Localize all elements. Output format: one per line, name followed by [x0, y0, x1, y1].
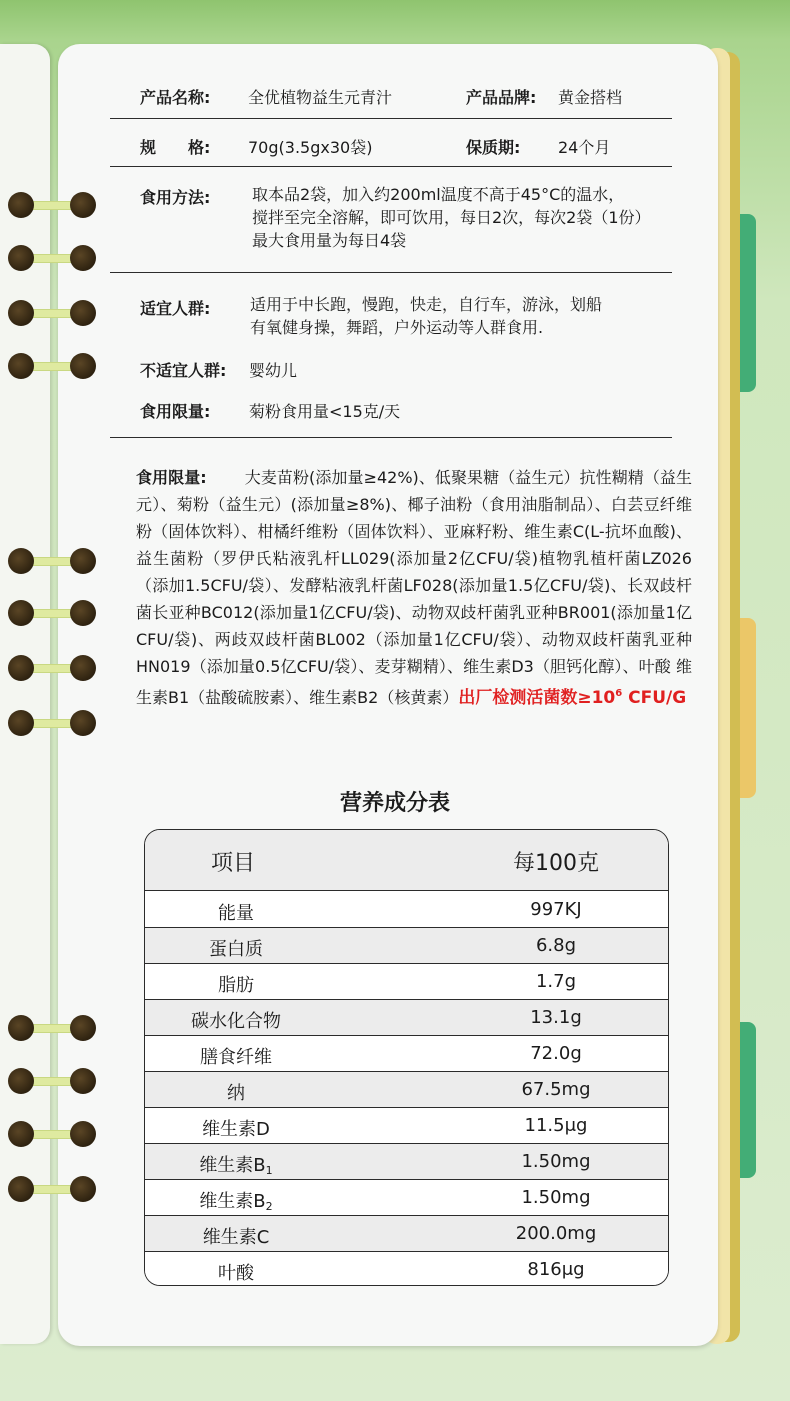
binder-ring	[8, 1176, 96, 1202]
binder-ring	[8, 1068, 96, 1094]
nutrient-name: 能量	[218, 903, 254, 924]
nutrition-table-title: 营养成分表	[339, 791, 450, 816]
divider-line	[110, 166, 672, 167]
nutrition-row	[145, 928, 669, 964]
divider-line	[110, 118, 672, 119]
binder-ring	[8, 353, 96, 379]
usage-label: 食用方法:	[140, 188, 211, 207]
nutrient-value: 13.1g	[530, 1007, 582, 1028]
highlight-prefix: 出厂检测活菌数≥10	[458, 688, 616, 708]
nutrient-name: 膳食纤维	[200, 1047, 272, 1068]
suitable-group-label: 适宜人群:	[140, 299, 211, 318]
nutrient-name: 碳水化合物	[191, 1011, 281, 1032]
nutrient-subscript: 2	[265, 1200, 273, 1213]
ingredients-text: 大麦苗粉(添加量≥42%)、低聚果糖（益生元）抗性糊精（益生元）、菊粉（益生元）(添加量≥8%)、椰子油粉（食用油脂制品）、白芸豆纤维粉（固体饮料）、柑橘纤维粉（固体饮料）、亚麻籽粉、维生素C(L-抗坏血酸)、益生菌粉（罗伊氏粘液乳杆LL029(添加量2亿CFU/袋)植物乳植杆菌LZ026（添加1.5CFU/袋）、发酵粘液乳杆菌LF028(添加量1.5亿CFU/袋)、长双歧杆菌长亚种BC012(添加量1亿CFU/袋)、动物双歧杆菌乳亚种BR001(添加量1亿CFU/袋)、两歧双歧杆菌BL002（添加量1亿CFU/袋）、动物双歧杆菌乳亚种HN019（添加量0.5亿CFU/袋）、麦芽糊精）、维生素D3（胆钙化醇）、叶酸 维生素B1（盐酸硫胺素）、维生素B2（核黄素）	[136, 468, 692, 707]
nutrient-name: 脂肪	[218, 975, 254, 996]
suitable-line: 适用于中长跑，慢跑，快走，自行车，游泳，划船	[250, 295, 603, 314]
suitable-group-text	[250, 293, 680, 339]
nutrition-row	[145, 892, 669, 928]
unsuitable-group-value: 婴幼儿	[249, 361, 298, 380]
binder-ring	[8, 600, 96, 626]
ingredients-paragraph	[136, 464, 692, 712]
shelf-life-value: 24个月	[558, 138, 611, 157]
nutrient-name: 纳	[227, 1083, 245, 1104]
nutrition-row	[145, 1072, 669, 1108]
nutrient-value: 1.7g	[535, 971, 577, 992]
product-name-value: 全优植物益生元青汁	[248, 88, 393, 107]
binder-ring	[8, 300, 96, 326]
nutrient-name: 叶酸	[218, 1263, 254, 1284]
product-brand-value: 黄金搭档	[558, 88, 623, 107]
nutrient-value: 72.0g	[530, 1043, 582, 1064]
header-per-100g: 每100克	[513, 851, 599, 876]
product-brand-label: 产品品牌:	[466, 88, 537, 107]
product-name-label: 产品名称:	[140, 88, 211, 107]
binder-ring	[8, 548, 96, 574]
nutrient-value: 997KJ	[530, 899, 582, 920]
shelf-life-label: 保质期:	[466, 138, 521, 157]
binder-ring	[8, 1015, 96, 1041]
nutrition-row	[145, 1216, 669, 1252]
nutrient-name: 蛋白质	[209, 939, 263, 960]
nutrient-value: 816μg	[527, 1259, 585, 1280]
highlight-suffix: CFU/G	[622, 688, 687, 708]
nutrient-value: 200.0mg	[515, 1223, 597, 1244]
header-item: 项目	[211, 851, 256, 876]
live-bacteria-highlight	[458, 688, 686, 708]
nutrient-subscript: 1	[265, 1164, 273, 1177]
nutrition-row	[145, 1108, 669, 1144]
nutrition-row	[145, 1036, 669, 1072]
highlight-exponent: 6	[615, 688, 623, 699]
nutrient-value: 11.5μg	[524, 1115, 588, 1136]
binder-ring	[8, 192, 96, 218]
intake-limit-value: 菊粉食用量<15克/天	[249, 402, 401, 421]
binder-ring	[8, 1121, 96, 1147]
binder-ring	[8, 245, 96, 271]
nutrition-row	[145, 1180, 669, 1216]
unsuitable-group-label: 不适宜人群:	[140, 361, 227, 380]
nutrition-row	[145, 1144, 669, 1180]
nutrition-table	[144, 829, 669, 1286]
nutrient-name: 维生素$B_2$	[199, 1191, 273, 1213]
usage-line: 搅拌至完全溶解，即可饮用，每日2次，每次2袋（1份）	[252, 208, 651, 227]
usage-line: 最大食用量为每日4袋	[252, 231, 407, 250]
nutrient-value: 1.50mg	[521, 1187, 591, 1208]
nutrition-row	[145, 1000, 669, 1036]
nutrient-value: 6.8g	[535, 935, 577, 956]
binder-ring	[8, 655, 96, 681]
usage-text	[252, 183, 682, 252]
nutrient-value: 67.5mg	[521, 1079, 591, 1100]
spec-value: 70g(3.5gx30袋)	[248, 138, 373, 157]
nutrition-row	[145, 964, 669, 1000]
divider-line	[110, 272, 672, 273]
usage-line: 取本品2袋，加入约200ml温度不高于45°C的温水，	[252, 185, 625, 204]
spec-label: 规 格:	[140, 138, 211, 157]
nutrition-row	[145, 1252, 669, 1286]
suitable-line: 有氧健身操，舞蹈，户外运动等人群食用.	[250, 318, 544, 337]
divider-line	[110, 437, 672, 438]
binder-ring	[8, 710, 96, 736]
nutrient-name: 维生素$B_1$	[199, 1155, 273, 1177]
nutrient-name: 维生素D	[202, 1119, 270, 1140]
nutrition-table-header	[145, 830, 669, 891]
back-page	[0, 44, 50, 1344]
nutrient-value: 1.50mg	[521, 1151, 591, 1172]
ingredients-label: 食用限量:	[136, 468, 207, 487]
intake-limit-label: 食用限量:	[140, 402, 211, 421]
nutrient-name: 维生素C	[202, 1227, 270, 1248]
